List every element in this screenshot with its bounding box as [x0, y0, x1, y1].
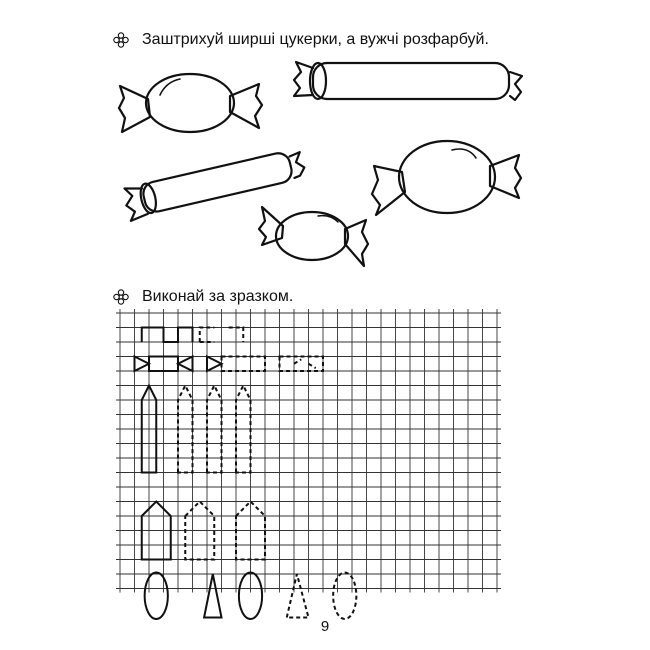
oval-sample [145, 573, 168, 619]
bow-tie-start [207, 357, 222, 372]
oval-dashed [333, 573, 356, 619]
task-1-text: Заштрихуй ширші цукерки, а вужчі розфарбуй. [142, 31, 489, 48]
task-2-text: Виконай за зразком. [142, 288, 294, 305]
triangle-dashed [287, 574, 309, 618]
grid-lines [116, 309, 501, 593]
page-number: 9 [320, 618, 330, 635]
bow-tie-dashed [222, 357, 324, 372]
